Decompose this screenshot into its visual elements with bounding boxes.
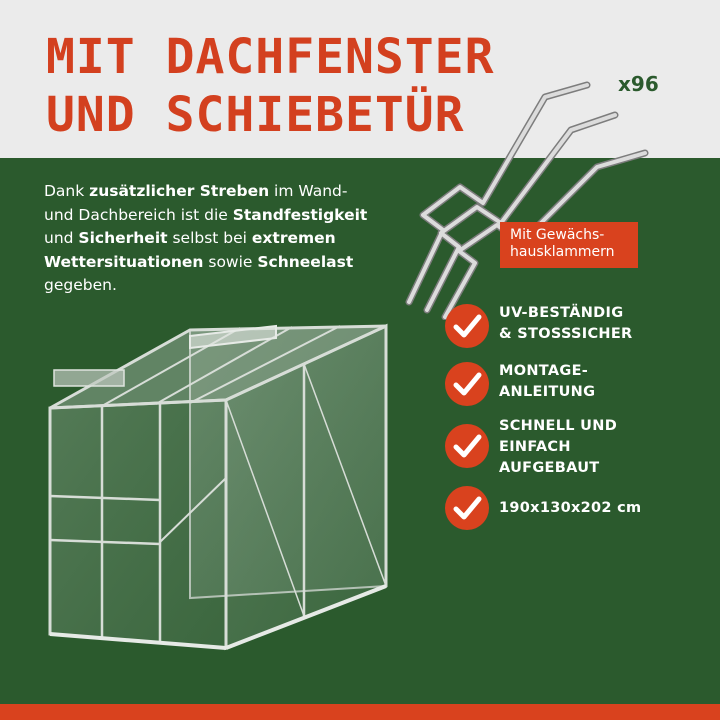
feature-line: MONTAGE- (499, 363, 589, 379)
check-icon (445, 362, 489, 406)
clip-label-line-2: hausklammern (510, 244, 615, 260)
description-text: sowie (203, 252, 258, 271)
clip-label (500, 222, 638, 268)
feature-line: & STOSSSICHER (499, 326, 633, 342)
check-icon (445, 304, 489, 348)
description-emphasis: Standfestigkeit (232, 205, 368, 224)
feature-line: EINFACH (499, 439, 571, 455)
description-text: und (44, 229, 79, 247)
description-emphasis: Wettersituationen (44, 252, 204, 271)
feature-text (499, 498, 641, 519)
feature-line: SCHNELL UND (499, 418, 618, 434)
check-icon (445, 424, 489, 468)
greenhouse-image (40, 318, 400, 658)
bottom-accent-bar (0, 704, 720, 720)
headline-line-2: UND SCHIEBETÜR (46, 87, 465, 143)
description-line (44, 204, 396, 228)
feature-text (499, 303, 633, 345)
description-line (44, 227, 396, 251)
clip-count-badge: x96 (618, 72, 659, 96)
description-emphasis: Sicherheit (78, 229, 168, 247)
description-text: gegeben. (44, 276, 117, 294)
description-line (44, 180, 396, 204)
greenhouse-clips-image (405, 75, 690, 320)
feature-line: UV-BESTÄNDIG (499, 305, 624, 321)
description-text: und Dachbereich ist die (44, 205, 233, 224)
description-line (44, 251, 396, 275)
description-line (44, 274, 396, 298)
description-text: im Wand- (269, 182, 348, 200)
description-text: selbst bei (167, 229, 252, 247)
clip-label-line-1: Mit Gewächs- (510, 227, 605, 243)
feature-text (499, 416, 617, 479)
feature-line: AUFGEBAUT (499, 460, 600, 476)
feature-line: ANLEITUNG (499, 384, 596, 400)
feature-text (499, 361, 595, 403)
description (44, 180, 396, 298)
headline-line-1: MIT DACHFENSTER (46, 29, 495, 85)
description-emphasis: zusätzlicher Streben (89, 182, 270, 200)
description-text: Dank (44, 182, 90, 200)
description-emphasis: extremen (251, 229, 336, 247)
description-emphasis: Schneelast (257, 252, 354, 271)
feature-line: 190x130x202 cm (499, 500, 642, 516)
check-icon (445, 486, 489, 530)
